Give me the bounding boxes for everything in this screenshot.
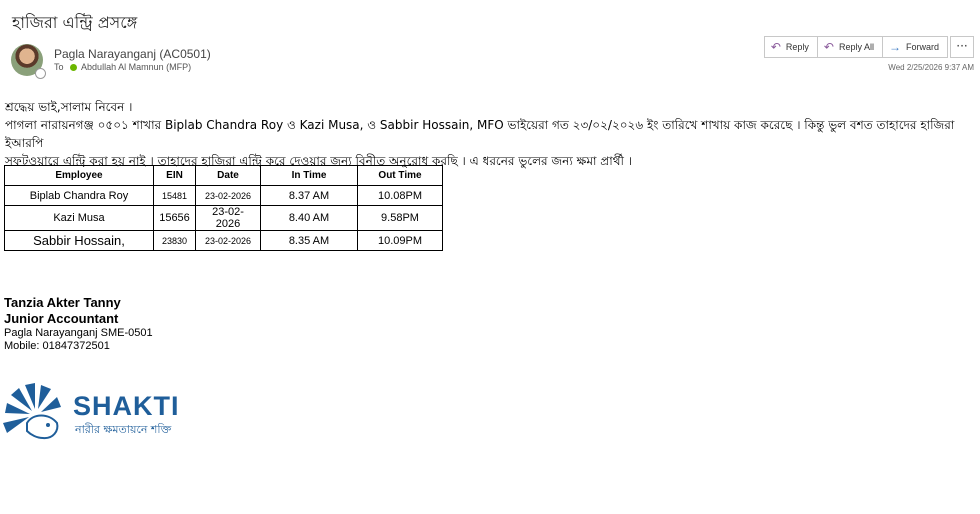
col-in-time: In Time <box>261 166 358 186</box>
date-cell: 23-02-2026 <box>196 206 261 231</box>
body-line-1: পাগলা নারায়নগঞ্জ ০৫০১ শাখার Biplab Chandra Roy ও Kazi Musa, ও Sabbir Hossain, MFO ভাইয়েরা গত ২৩/০২/২০২৬ ইং তারিখে শাখায় কাজ করেছে । কিন্তু ভুল বশত তাহাদের হাজিরা ইআরপি <box>5 118 955 150</box>
forward-button[interactable] <box>882 36 948 58</box>
date-cell: 23-02-2026 <box>196 231 261 251</box>
recipient-name[interactable]: Abdullah Al Mamnun (MFP) <box>81 62 192 72</box>
in-time-cell: 8.37 AM <box>261 186 358 206</box>
in-time-cell: 8.35 AM <box>261 231 358 251</box>
employee-cell: Biplab Chandra Roy <box>5 186 154 206</box>
forward-arrow-icon: → <box>888 40 901 54</box>
col-out-time: Out Time <box>358 166 443 186</box>
out-time-cell: 10.08PM <box>358 186 443 206</box>
employee-cell: Kazi Musa <box>5 206 154 231</box>
table-row <box>5 231 443 251</box>
signature-name: Tanzia Akter Tanny <box>4 295 121 310</box>
email-subject: হাজিরা এন্ট্রি প্রসঙ্গে <box>12 13 138 32</box>
reply-button[interactable] <box>764 36 818 58</box>
ein-cell: 15481 <box>154 186 196 206</box>
reply-all-arrow-icon: ↶ <box>823 40 834 54</box>
logo-tagline: নারীর ক্ষমতায়নে শক্তি <box>75 423 172 436</box>
reply-all-button[interactable] <box>817 36 883 58</box>
body-line-2: সফটওয়ারে এন্ট্রি করা হয় নাই । তাহাদের হাজিরা এন্ট্রি করে দেওয়ার জন্য বিনীত অনুরোধ করছি । এ ধরনের ভুলের জন্য ক্ষমা প্রার্থী । <box>5 154 633 168</box>
logo-wordmark: SHAKTI <box>73 391 180 421</box>
more-actions-button[interactable]: ··· <box>950 36 974 58</box>
date-cell: 23-02-2026 <box>196 186 261 206</box>
recipient-line <box>54 62 191 72</box>
reply-arrow-icon: ↶ <box>770 40 781 54</box>
message-actions <box>765 36 948 58</box>
table-row <box>5 206 443 231</box>
sender-name[interactable]: Pagla Narayanganj (AC0501) <box>54 47 211 61</box>
out-time-cell: 9.58PM <box>358 206 443 231</box>
col-ein: EIN <box>154 166 196 186</box>
table-header-row <box>5 166 443 186</box>
table-row <box>5 186 443 206</box>
reply-all-label: Reply All <box>838 42 874 52</box>
email-signature <box>4 295 153 353</box>
attendance-table <box>4 165 443 251</box>
col-employee: Employee <box>5 166 154 186</box>
presence-status-icon <box>35 68 46 79</box>
ein-cell: 15656 <box>154 206 196 231</box>
sent-date: Wed 2/25/2026 9:37 AM <box>888 63 974 72</box>
ein-cell: 23830 <box>154 231 196 251</box>
forward-label: Forward <box>905 42 939 52</box>
signature-mobile: Mobile: 01847372501 <box>4 340 110 352</box>
available-dot-icon <box>70 64 77 71</box>
out-time-cell: 10.09PM <box>358 231 443 251</box>
greeting: শ্রদ্ধেয় ভাই,সালাম নিবেন । <box>5 100 133 114</box>
to-label: To <box>54 62 64 72</box>
employee-cell: Sabbir Hossain, <box>5 231 154 251</box>
reply-label: Reply <box>785 42 809 52</box>
email-body <box>5 98 975 170</box>
in-time-cell: 8.40 AM <box>261 206 358 231</box>
signature-branch: Pagla Narayanganj SME-0501 <box>4 327 153 339</box>
col-date: Date <box>196 166 261 186</box>
signature-role: Junior Accountant <box>4 311 119 326</box>
